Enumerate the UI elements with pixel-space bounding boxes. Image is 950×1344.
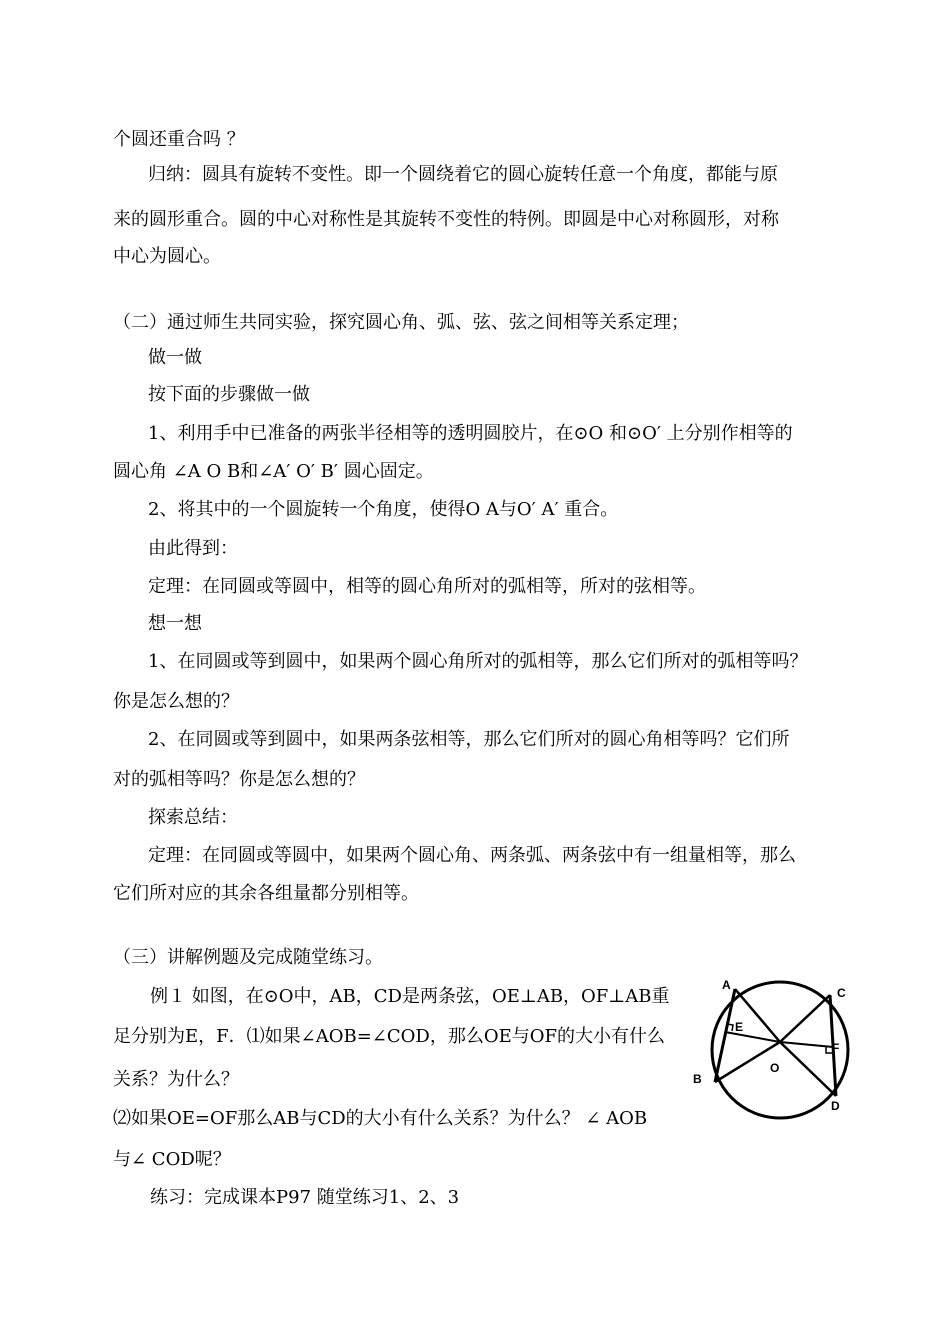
label-c: C [837,986,846,1000]
label-o: O [770,1061,780,1075]
segment-of [780,1042,833,1047]
text-line-12: 定理：在同圆或等圆中，相等的圆心角所对的弧相等，所对的弦相等。 [148,576,706,597]
example-line-1: 例１ 如图，在⊙O中，AB，CD是两条弦，OE⊥AB，OF⊥AB重 [150,986,670,1007]
text-line-15: 你是怎么想的？ [113,691,239,712]
example-line-5: 与∠ COD呢？ [113,1149,231,1170]
circle-diagram [690,975,870,1125]
text-line-16: 2、在同圆或等到圆中，如果两条弦相等，那么它们所对的圆心角相等吗？它们所 [148,729,790,750]
text-line-19: 定理：在同圆或等圆中，如果两个圆心角、两条弧、两条弦中有一组量相等，那么 [148,845,796,866]
text-line-6: 做一做 [148,347,202,368]
example-line-4: ⑵如果OE=OF那么AB与CD的大小有什么关系？为什么？ ∠ AOB [113,1108,648,1129]
label-b: B [693,1072,702,1086]
text-line-18: 探索总结： [148,807,238,828]
example-line-3: 关系？为什么？ [113,1069,239,1090]
text-line-20: 它们所对应的其余各组量都分别相等。 [113,883,419,904]
text-line-10: 2、将其中的一个圆旋转一个角度，使得O A与O′ A′ 重合。 [148,499,619,520]
radius-od [780,1042,836,1096]
text-line-8: 1、利用手中已准备的两张半径相等的透明圆胶片，在⊙O 和⊙O′ 上分别作相等的 [148,423,793,444]
practice-line: 练习：完成课本P97 随堂练习1、2、3 [150,1187,460,1208]
text-line-3: 来的圆形重合。圆的中心对称性是其旋转不变性的特例。即圆是中心对称圆形，对称 [113,209,779,230]
label-f: F [832,1041,840,1055]
text-line-11: 由此得到： [148,538,238,559]
text-line-1: 个圆还重合吗 ？ [113,129,245,150]
label-d: D [831,1099,840,1113]
example-line-2: 足分别为E，F．⑴如果∠AOB=∠COD，那么OE与OF的大小有什么 [113,1026,665,1047]
section-heading-3: （三）讲解例题及完成随堂练习。 [113,947,383,968]
text-line-14: 1、在同圆或等到圆中，如果两个圆心角所对的弧相等，那么它们所对的弧相等吗？ [148,651,808,672]
text-line-2: 归纳：圆具有旋转不变性。即一个圆绕着它的圆心旋转任意一个角度，都能与原 [148,164,778,185]
label-e: E [735,1020,744,1034]
label-a: A [722,978,731,992]
radius-oc [780,995,830,1042]
text-line-9: 圆心角 ∠A O B和∠A′ O′ B′ 圆心固定。 [113,461,434,482]
text-line-4: 中心为圆心。 [113,246,221,267]
chord-ab [715,989,735,1082]
section-heading-2: （二）通过师生共同实验，探究圆心角、弧、弦、弦之间相等关系定理； [113,312,689,333]
text-line-13: 想一想 [148,613,202,634]
text-line-17: 对的弧相等吗？你是怎么想的？ [113,769,365,790]
text-line-7: 按下面的步骤做一做 [148,384,310,405]
